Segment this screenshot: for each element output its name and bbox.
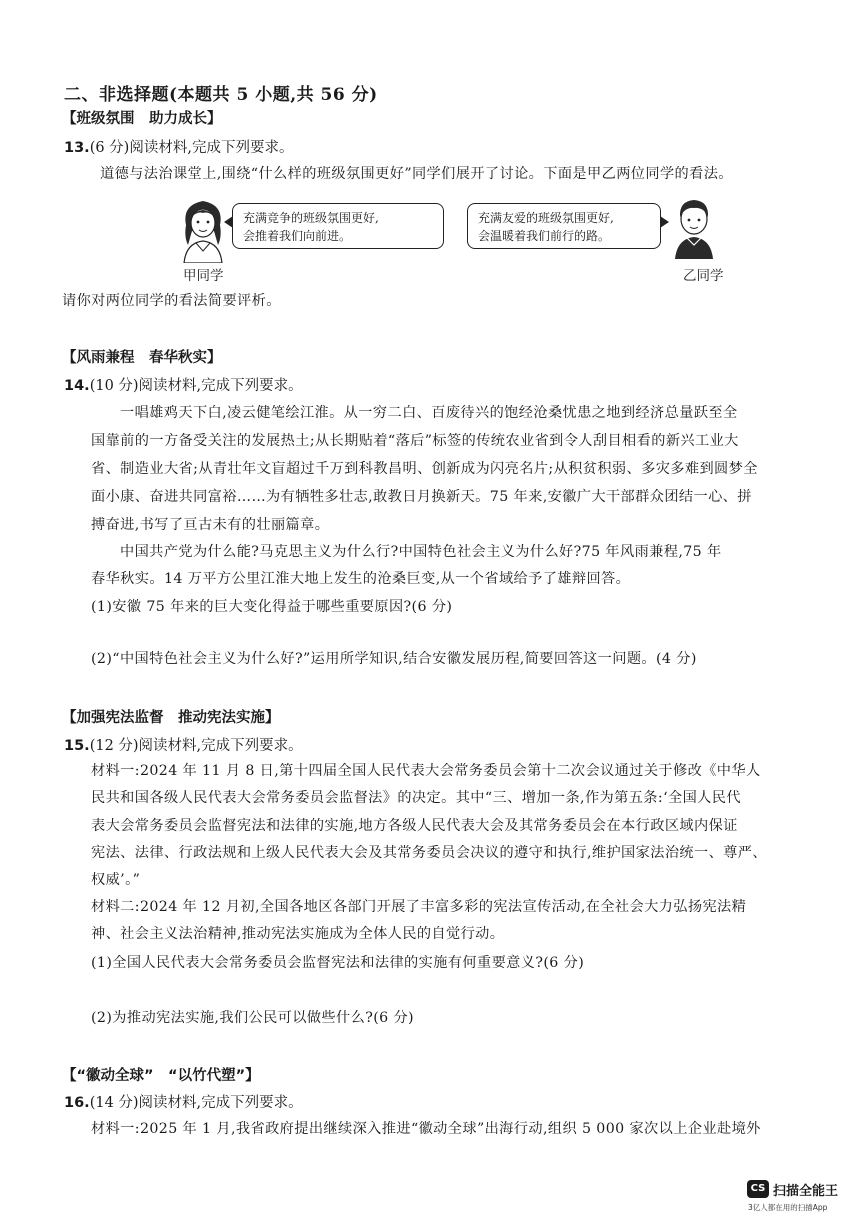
q14-paragraph2-line2: 春华秋实。14 万平方公里江淮大地上发生的沧桑巨变,从一个省域给予了雄辩回答。 <box>91 571 631 587</box>
q16-instruction: (14 分)阅读材料,完成下列要求。 <box>89 1095 303 1111</box>
q14-instruction: (10 分)阅读材料,完成下列要求。 <box>89 378 303 394</box>
student-b-speech-bubble <box>467 203 661 249</box>
q16-header <box>64 1091 303 1112</box>
q14-number: 14. <box>64 378 90 394</box>
q15-material1-line5: 权威’。” <box>91 872 141 888</box>
q15-number: 15. <box>64 738 90 754</box>
student-a-speech-line2: 会推着我们向前进。 <box>243 229 352 243</box>
student-a-speech-bubble <box>232 203 444 249</box>
q16-topic-tag: 【“徽动全球” “以竹代塑”】 <box>62 1068 260 1084</box>
student-a-illustration <box>178 195 228 263</box>
student-a-bubble-tail <box>224 216 233 228</box>
q16-material1-line1: 材料一:2025 年 1 月,我省政府提出继续深入推进“徽动全球”出海行动,组织 5 000 家次以上企业赴境外 <box>91 1121 761 1137</box>
q14-paragraph1-line2: 国靠前的一方备受关注的发展热土;从长期贴着“落后”标签的传统农业省到令人刮目相看的新兴工业大 <box>91 433 739 449</box>
q13-question: 请你对两位同学的看法简要评析。 <box>62 293 281 309</box>
q13-instruction: (6 分)阅读材料,完成下列要求。 <box>89 140 294 156</box>
q15-material1-line1: 材料一:2024 年 11 月 8 日,第十四届全国人民代表大会常务委员会第十二次会议通过关于修改《中华人 <box>91 763 761 779</box>
q14-subquestion-1: (1)安徽 75 年来的巨大变化得益于哪些重要原因?(6 分) <box>91 599 453 615</box>
scanner-app-slogan: 3亿人都在用的扫描App <box>748 1203 828 1212</box>
q14-paragraph2-line1: 中国共产党为什么能?马克思主义为什么行?中国特色社会主义为什么好?75 年风雨兼程,75 年 <box>120 544 722 560</box>
q15-material2-line2: 神、社会主义法治精神,推动宪法实施成为全体人民的自觉行动。 <box>91 926 505 942</box>
q14-topic-tag: 【风雨兼程 春华秋实】 <box>62 350 222 366</box>
q15-subquestion-2: (2)为推动宪法实施,我们公民可以做些什么?(6 分) <box>91 1010 414 1026</box>
q13-number: 13. <box>64 140 90 156</box>
q14-paragraph1-line3: 省、制造业大省;从青壮年文盲超过千万到科教昌明、创新成为闪亮名片;从积贫积弱、多灾多难到圆梦全 <box>91 461 758 477</box>
student-b-caption: 乙同学 <box>683 268 724 284</box>
q13-topic-tag: 【班级氛围 助力成长】 <box>62 111 222 127</box>
q15-instruction: (12 分)阅读材料,完成下列要求。 <box>89 738 303 754</box>
q14-paragraph1-line1: 一唱雄鸡天下白,凌云健笔绘江淮。从一穷二白、百废待兴的饱经沧桑忧患之地到经济总量跃至全 <box>120 405 738 421</box>
q14-paragraph1-line5: 搏奋进,书写了亘古未有的壮丽篇章。 <box>91 517 330 533</box>
q13-intro: 道德与法治课堂上,围绕“什么样的班级氛围更好”同学们展开了讨论。下面是甲乙两位同学的看法。 <box>100 166 733 182</box>
q14-header <box>64 374 303 395</box>
q13-header <box>64 136 293 157</box>
section-title: 二、非选择题(本题共 5 小题,共 56 分) <box>64 85 378 105</box>
q16-number: 16. <box>64 1095 90 1111</box>
q15-subquestion-1: (1)全国人民代表大会常务委员会监督宪法和法律的实施有何重要意义?(6 分) <box>91 955 585 971</box>
scanner-logo-icon: CS <box>747 1180 769 1198</box>
student-b-illustration <box>671 195 717 259</box>
student-b-speech-line1: 充满友爱的班级氛围更好, <box>478 211 614 225</box>
q15-material1-line2: 民共和国各级人民代表大会常务委员会监督法》的决定。其中“三、增加一条,作为第五条:‘全国人民代 <box>91 790 741 806</box>
q15-material2-line1: 材料二:2024 年 12 月初,全国各地区各部门开展了丰富多彩的宪法宣传活动,在全社会大力弘扬宪法精 <box>91 899 747 915</box>
student-a-caption: 甲同学 <box>183 268 224 284</box>
student-b-speech-line2: 会温暖着我们前行的路。 <box>478 229 611 243</box>
q15-header <box>64 734 303 755</box>
scanner-app-name: 扫描全能王 <box>773 1184 839 1199</box>
q14-subquestion-2: (2)“中国特色社会主义为什么好?”运用所学知识,结合安徽发展历程,简要回答这一问题。(4 分) <box>91 651 697 667</box>
student-b-bubble-tail <box>660 216 669 228</box>
q14-paragraph1-line4: 面小康、奋进共同富裕……为有牺牲多壮志,敢教日月换新天。75 年来,安徽广大干部群众团结一心、拼 <box>91 489 752 505</box>
q15-topic-tag: 【加强宪法监督 推动宪法实施】 <box>62 710 280 726</box>
q15-material1-line3: 表大会常务委员会监督宪法和法律的实施,地方各级人民代表大会及其常务委员会在本行政区域内保证 <box>91 818 738 834</box>
student-a-speech-line1: 充满竞争的班级氛围更好, <box>243 211 379 225</box>
q15-material1-line4: 宪法、法律、行政法规和上级人民代表大会及其常务委员会决议的遵守和执行,维护国家法治统一、尊严、 <box>91 845 767 861</box>
